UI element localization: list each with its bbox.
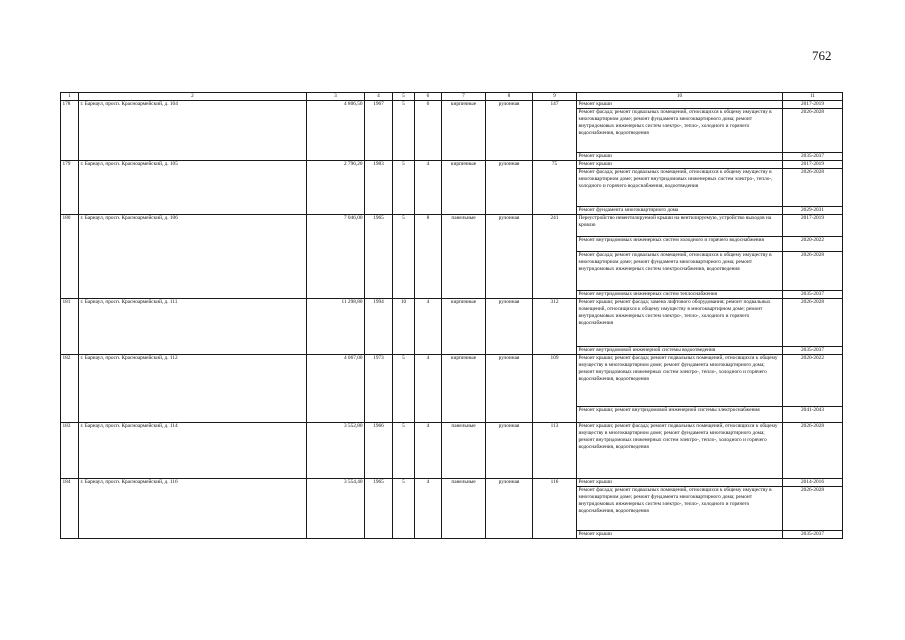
residents-cell: 241 [533,215,577,299]
work-period: 2029-2031 [783,207,843,215]
table-row [61,161,843,169]
house-number: 182 [61,355,79,423]
column-number-2: 2 [79,93,307,101]
work-period: 2026-2028 [783,252,843,291]
walls-cell: кирпичные [442,355,486,423]
house-number: 178 [61,101,79,161]
work-period: 2026-2028 [783,423,843,479]
table-row [61,215,843,237]
floors-cell: 10 [393,299,415,355]
area-cell: 4 067,00 [307,355,365,423]
work-description: Переустройство невентилируемой крыши на вентилируемую, устройство выходов на кровлю [577,215,783,237]
residents-cell: 113 [533,423,577,479]
residents-cell: 75 [533,161,577,215]
year-cell: 1994 [365,299,393,355]
year-cell: 1965 [365,215,393,299]
work-period: 2026-2028 [783,169,843,207]
floors-cell: 5 [393,355,415,423]
column-number-6: 6 [415,93,442,101]
area-cell: 2 796,20 [307,161,365,215]
work-description: Ремонт крыши; ремонт фасада; ремонт подвальных помещений, относящихся к общему имуществу в многоквартирном доме; ремонт фундамента многоквартирного дома; ремонт внутридомовых инженерных систем электро-, тепло-, холодного и горячего водоснабжения, водоотведения [577,423,783,479]
roof-cell: рулонная [486,101,533,161]
year-cell: 1973 [365,355,393,423]
work-period: 2035-2037 [783,153,843,161]
house-number: 179 [61,161,79,215]
area-cell: 11 298,80 [307,299,365,355]
roof-cell: рулонная [486,423,533,479]
work-period: 2035-2037 [783,291,843,299]
address-cell: г. Барнаул, просп. Красноармейский, д. 111 [79,299,307,355]
table-row [61,355,843,407]
year-cell: 1965 [365,479,393,539]
work-period: 2020-2022 [783,355,843,407]
column-number-4: 4 [365,93,393,101]
address-cell: г. Барнаул, просп. Красноармейский, д. 112 [79,355,307,423]
work-description: Ремонт крыши [577,153,783,161]
work-description: Ремонт внутридомовых инженерных систем холодного и горячего водоснабжения [577,237,783,252]
year-cell: 1967 [365,101,393,161]
area-cell: 4 806,50 [307,101,365,161]
residents-cell: 109 [533,355,577,423]
walls-cell: кирпичные [442,161,486,215]
house-number: 181 [61,299,79,355]
floors-cell: 5 [393,423,415,479]
walls-cell: панельные [442,215,486,299]
column-number-3: 3 [307,93,365,101]
roof-cell: рулонная [486,355,533,423]
area-cell: 3 552,80 [307,423,365,479]
work-description: Ремонт внутридомовой инженерной системы водоотведения [577,347,783,355]
floors-cell: 5 [393,215,415,299]
column-number-7: 7 [442,93,486,101]
address-cell: г. Барнаул, просп. Красноармейский, д. 114 [79,423,307,479]
work-period: 2026-2028 [783,299,843,347]
work-description: Ремонт крыши [577,479,783,487]
register-table [60,92,843,539]
work-description: Ремонт крыши [577,101,783,109]
address-cell: г. Барнаул, просп. Красноармейский, д. 116 [79,479,307,539]
work-period: 2020-2022 [783,237,843,252]
residents-cell: 116 [533,479,577,539]
register-sheet [60,92,822,539]
work-description: Ремонт крыши; ремонт внутридомовой инженерной системы электроснабжения [577,407,783,423]
roof-cell: рулонная [486,215,533,299]
column-number-8: 8 [486,93,533,101]
floors-cell: 5 [393,101,415,161]
work-description: Ремонт фасада; ремонт подвальных помещений, относящихся к общему имуществу в многоквартирном доме; ремонт фундамента многоквартирного дома; ремонт внутридомовых инженерных систем электроснабжения, водоотведения [577,252,783,291]
entrances-cell: 4 [415,479,442,539]
work-period: 2041-2043 [783,407,843,423]
table-row [61,479,843,487]
column-number-9: 9 [533,93,577,101]
work-period: 2017-2019 [783,101,843,109]
table-row [61,101,843,109]
work-description: Ремонт фасада; ремонт подвальных помещений, относящихся к общему имуществу в многоквартирном доме; ремонт фундамента многоквартирного дома; ремонт внутридомовых инженерных систем электро-, тепло-, холодного и горячего водоснабжения, водоотведения [577,487,783,531]
work-description: Ремонт фундамента многоквартирного дома [577,207,783,215]
house-number: 184 [61,479,79,539]
entrances-cell: 4 [415,299,442,355]
work-description: Ремонт фасада; ремонт подвальных помещений, относящихся к общему имуществу в многоквартирном доме; ремонт внутридомовых инженерных систем электро-, тепло-, холодного и горячего водоснабжения, водоотведения [577,169,783,207]
page-number: 762 [812,48,832,63]
table-row [61,299,843,347]
house-number: 183 [61,423,79,479]
entrances-cell: 4 [415,423,442,479]
work-description: Ремонт крыши [577,161,783,169]
column-number-11: 11 [783,93,843,101]
address-cell: г. Барнаул, просп. Красноармейский, д. 106 [79,215,307,299]
entrances-cell: 4 [415,355,442,423]
work-description: Ремонт фасада; ремонт подвальных помещений, относящихся к общему имуществу в многоквартирном доме; ремонт фундамента многоквартирного дома; ремонт внутридомовых инженерных систем электро-, тепло-, холодного и горячего водоснабжения, водоотведения [577,109,783,153]
residents-cell: 147 [533,101,577,161]
work-period: 2035-2037 [783,347,843,355]
work-period: 2035-2037 [783,531,843,539]
work-period: 2026-2028 [783,109,843,153]
year-cell: 1983 [365,161,393,215]
work-description: Ремонт крыши; ремонт фасада; замена лифтового оборудования; ремонт подвальных помещений, относящихся к общему имуществу в многоквартирном доме; ремонт внутридомовых инженерных систем электро-, тепло-, холодного и горячего водоснабжения [577,299,783,347]
work-description: Ремонт крыши [577,531,783,539]
entrances-cell: 8 [415,215,442,299]
work-period: 2017-2019 [783,215,843,237]
work-period: 2026-2028 [783,487,843,531]
work-period: 2014-2016 [783,479,843,487]
entrances-cell: 4 [415,161,442,215]
column-number-row [61,93,843,101]
year-cell: 1966 [365,423,393,479]
column-number-10: 10 [577,93,783,101]
table-row [61,423,843,479]
work-description: Ремонт крыши; ремонт фасада; ремонт подвальных помещений, относящихся к общему имуществу в многоквартирном доме; ремонт фундамента многоквартирного дома; ремонт внутридомовых инженерных систем электро-, тепло-, холодного и горячего водоснабжения, водоотведения [577,355,783,407]
work-description: Ремонт внутридомовых инженерных систем теплоснабжения [577,291,783,299]
walls-cell: кирпичные [442,101,486,161]
walls-cell: панельные [442,423,486,479]
roof-cell: рулонная [486,299,533,355]
floors-cell: 5 [393,479,415,539]
work-period: 2017-2019 [783,161,843,169]
house-number: 180 [61,215,79,299]
address-cell: г. Барнаул, просп. Красноармейский, д. 105 [79,161,307,215]
area-cell: 3 554,40 [307,479,365,539]
walls-cell: кирпичные [442,299,486,355]
residents-cell: 312 [533,299,577,355]
address-cell: г. Барнаул, просп. Красноармейский, д. 104 [79,101,307,161]
walls-cell: панельные [442,479,486,539]
area-cell: 7 046,00 [307,215,365,299]
entrances-cell: 6 [415,101,442,161]
column-number-5: 5 [393,93,415,101]
column-number-1: 1 [61,93,79,101]
roof-cell: рулонная [486,479,533,539]
floors-cell: 5 [393,161,415,215]
roof-cell: рулонная [486,161,533,215]
